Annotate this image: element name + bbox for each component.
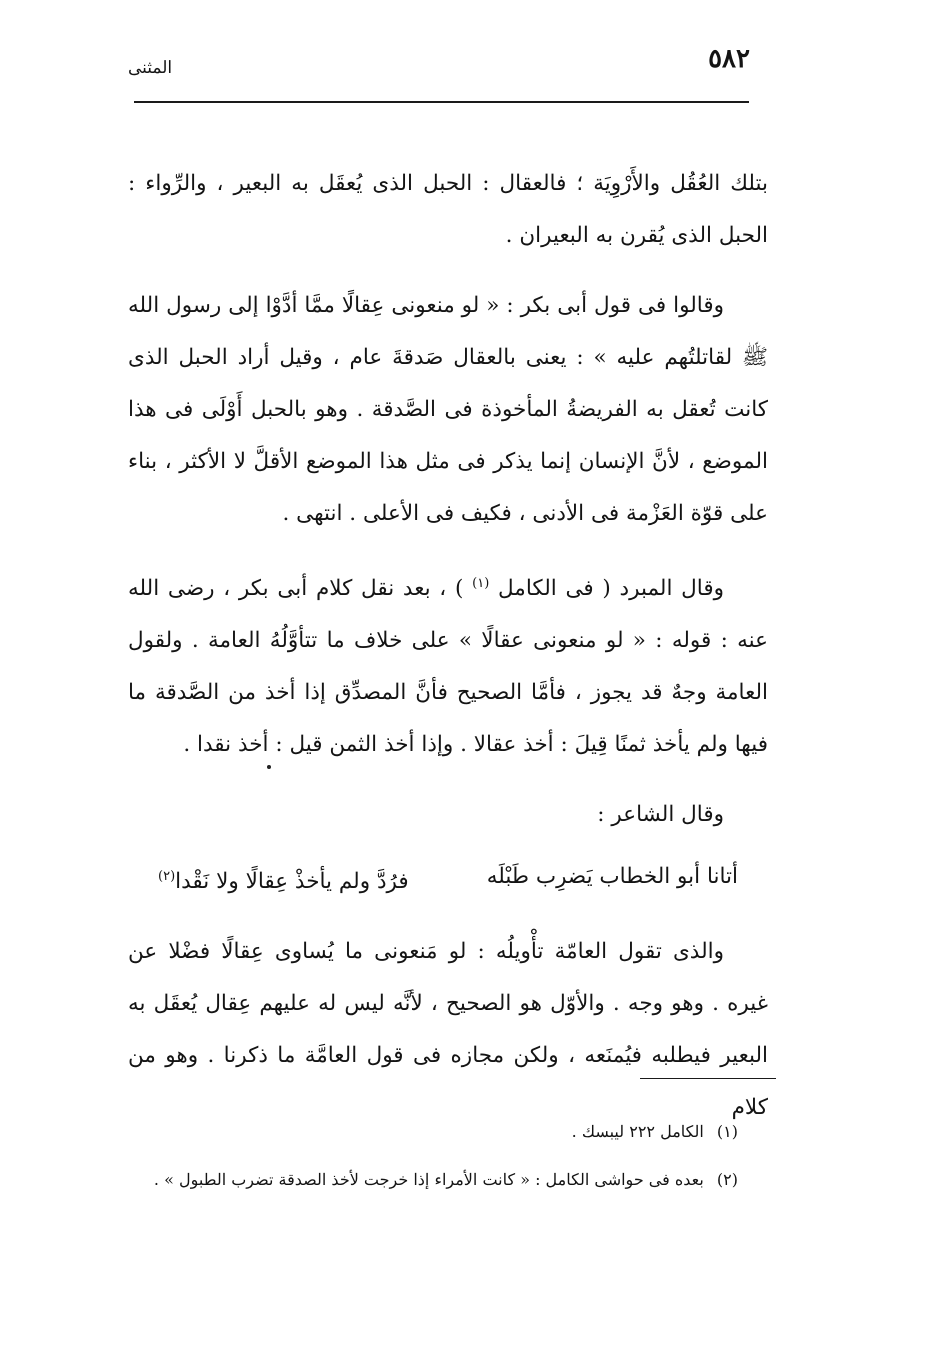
header-rule [134,101,749,103]
footnote-text: بعده فى حواشى الكامل : « كانت الأمراء إذا خرجت لأخذ الصدقة تضرب الطبول » . [153,1170,704,1189]
footnote-ref-2[interactable]: (٢) [158,869,176,885]
footnote-number: (٢) [716,1170,738,1189]
paragraph-3 [128,558,768,771]
footnote-2 [128,1156,738,1204]
footnotes [128,1108,738,1204]
page-header [128,44,750,84]
verse-second-hemistich-group [158,851,409,908]
page-number: ٥٨٢ [708,44,750,74]
footnote-ref-1[interactable]: (١) [472,576,490,591]
print-speck [267,765,271,769]
paragraph-1: بتلك العُقُل والأَرْوِيَة ؛ فالعقال : الحبل الذى يُعقَل به البعير ، والرِّواء : الحبل الذى يُقرن به البعيران . [128,171,768,248]
paragraph-4: والذى تقول العامّة تأْويلُه : لو مَنعونى ما يُساوى عِقالًا فضْلا عن غيره . وهو وجه . والأوّل هو الصحيح ، لأنَّه ليس له عليهم عِقال يُعقَل به البعير فيطلبه فيُمنَعه ، ولكن مجازه فى قول العامَّة ما ذكرنا . وهو من كلام [128,939,768,1121]
running-head: المثنى [128,58,173,78]
footnote-rule [640,1078,776,1079]
footnote-number: (١) [716,1122,738,1141]
poetry-verse [158,851,738,908]
paragraph-3-rest: ) ، بعد نقل كلام أبى بكر ، رضى الله عنه : قوله : « لو منعونى عقالًا » على خلاف ما تتأوَّلُهُ العامة . ولقول العامة وجهٌ قد يجوز ، فأمَّا الصحيح فأنَّ المصدِّق إذا أخذ من الصَّدقة ما فيها ولم يأخذ ثمنًا قِيلَ : أخذ عقالا . وإذا أخذ الثمن قيل : أخذ نقدا . [128,576,768,758]
paragraph-3-start: وقال المبرد ( فى الكامل [498,576,725,602]
footnote-text: الكامل ٢٢٢ ليبسك . [571,1122,704,1141]
paragraph-2: وقالوا فى قول أبى بكر : « لو منعونى عِقالًا ممَّا أدَّوْا إلى رسول الله ﷺ لقاتلتُهم عليه » : يعنى بالعقال صَدقةَ عام ، وقيل أراد الحبل الذى كانت تُعقل به الفريضةُ المأخوذة فى الصَّدقة . وهو بالحبل أَوْلَى فى هذا الموضع ، لأنَّ الإنسان إنما يذكر فى مثل هذا الموضع الأقلَّ لا الأكثر ، بناء على قوّة العَزْمة فى الأدنى ، فكيف فى الأعلى . انتهى . [128,293,768,526]
main-text [128,158,768,1134]
footnote-1 [128,1108,738,1156]
verse-second-hemistich: فرُدَّ ولم يأخذْ عِقالًا ولا نَقْدا [175,869,409,895]
verse-intro: وقال الشاعر : [597,802,724,828]
verse-first-hemistich: أتانا أبو الخطاب يَضرِب طَبْلَه [486,864,738,890]
